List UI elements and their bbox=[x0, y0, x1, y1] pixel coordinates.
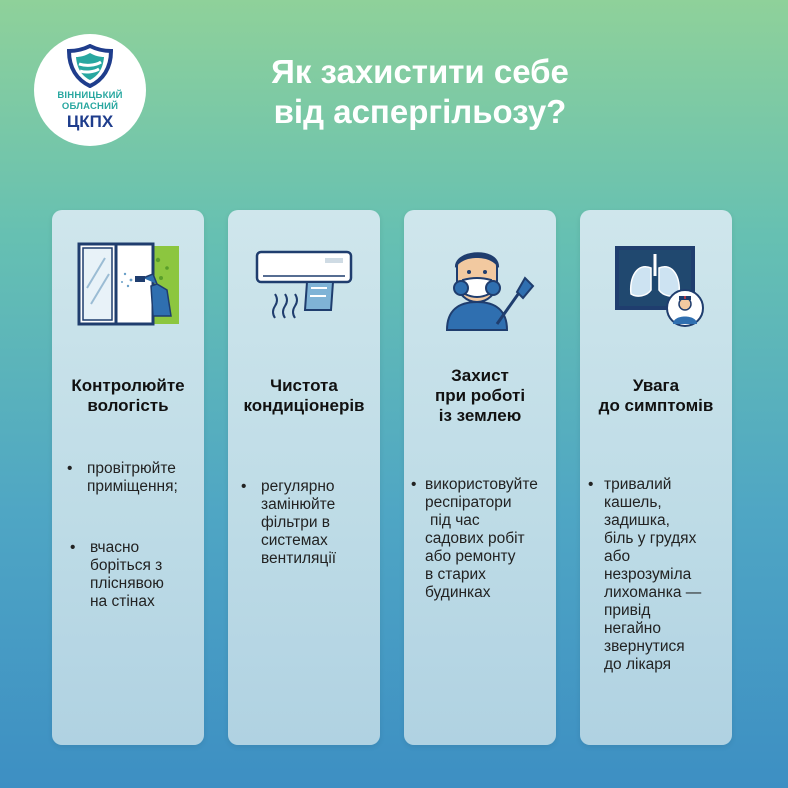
list-item: • тривалий кашель, задишка, біль у грудях або незрозуміла лихоманка — привід негайно звернутися до лікаря bbox=[588, 476, 702, 673]
card-soil-protection bbox=[404, 210, 556, 745]
logo bbox=[34, 34, 146, 146]
card-humidity bbox=[52, 210, 204, 745]
air-conditioner-icon bbox=[249, 238, 359, 328]
card-air-conditioners bbox=[228, 210, 380, 745]
card-heading: Захист при роботі із землею bbox=[434, 366, 526, 425]
shield-logo-icon bbox=[65, 44, 115, 88]
card-heading: Увага до симптомів bbox=[598, 376, 714, 415]
list-item: • вчасно боріться з пліснявою на стінах bbox=[70, 539, 164, 610]
lungs-xray-doctor-icon bbox=[601, 238, 711, 332]
list-item: • використовуйте респіратори під час садових робіт або ремонту в старих будинках bbox=[411, 476, 538, 601]
logo-text-line2: ОБЛАСНИЙ bbox=[61, 101, 119, 112]
logo-text-line3: ЦКПХ bbox=[66, 112, 114, 131]
title-line1: Як захистити себе bbox=[271, 53, 569, 90]
card-heading: Чистота кондиціонерів bbox=[243, 376, 365, 415]
card-heading: Контролюйте вологість bbox=[71, 376, 185, 415]
list-item: • регулярно замінюйте фільтри в системах вентиляції bbox=[241, 478, 337, 567]
respirator-shovel-icon bbox=[425, 238, 535, 332]
title-line2: від аспергільозу? bbox=[273, 93, 567, 130]
list-item: • провітрюйте приміщення; bbox=[67, 460, 178, 495]
window-spray-icon bbox=[73, 238, 183, 328]
page-title bbox=[210, 52, 630, 132]
logo-text-line1: ВІННИЦЬКИЙ bbox=[57, 90, 123, 101]
card-symptoms bbox=[580, 210, 732, 745]
